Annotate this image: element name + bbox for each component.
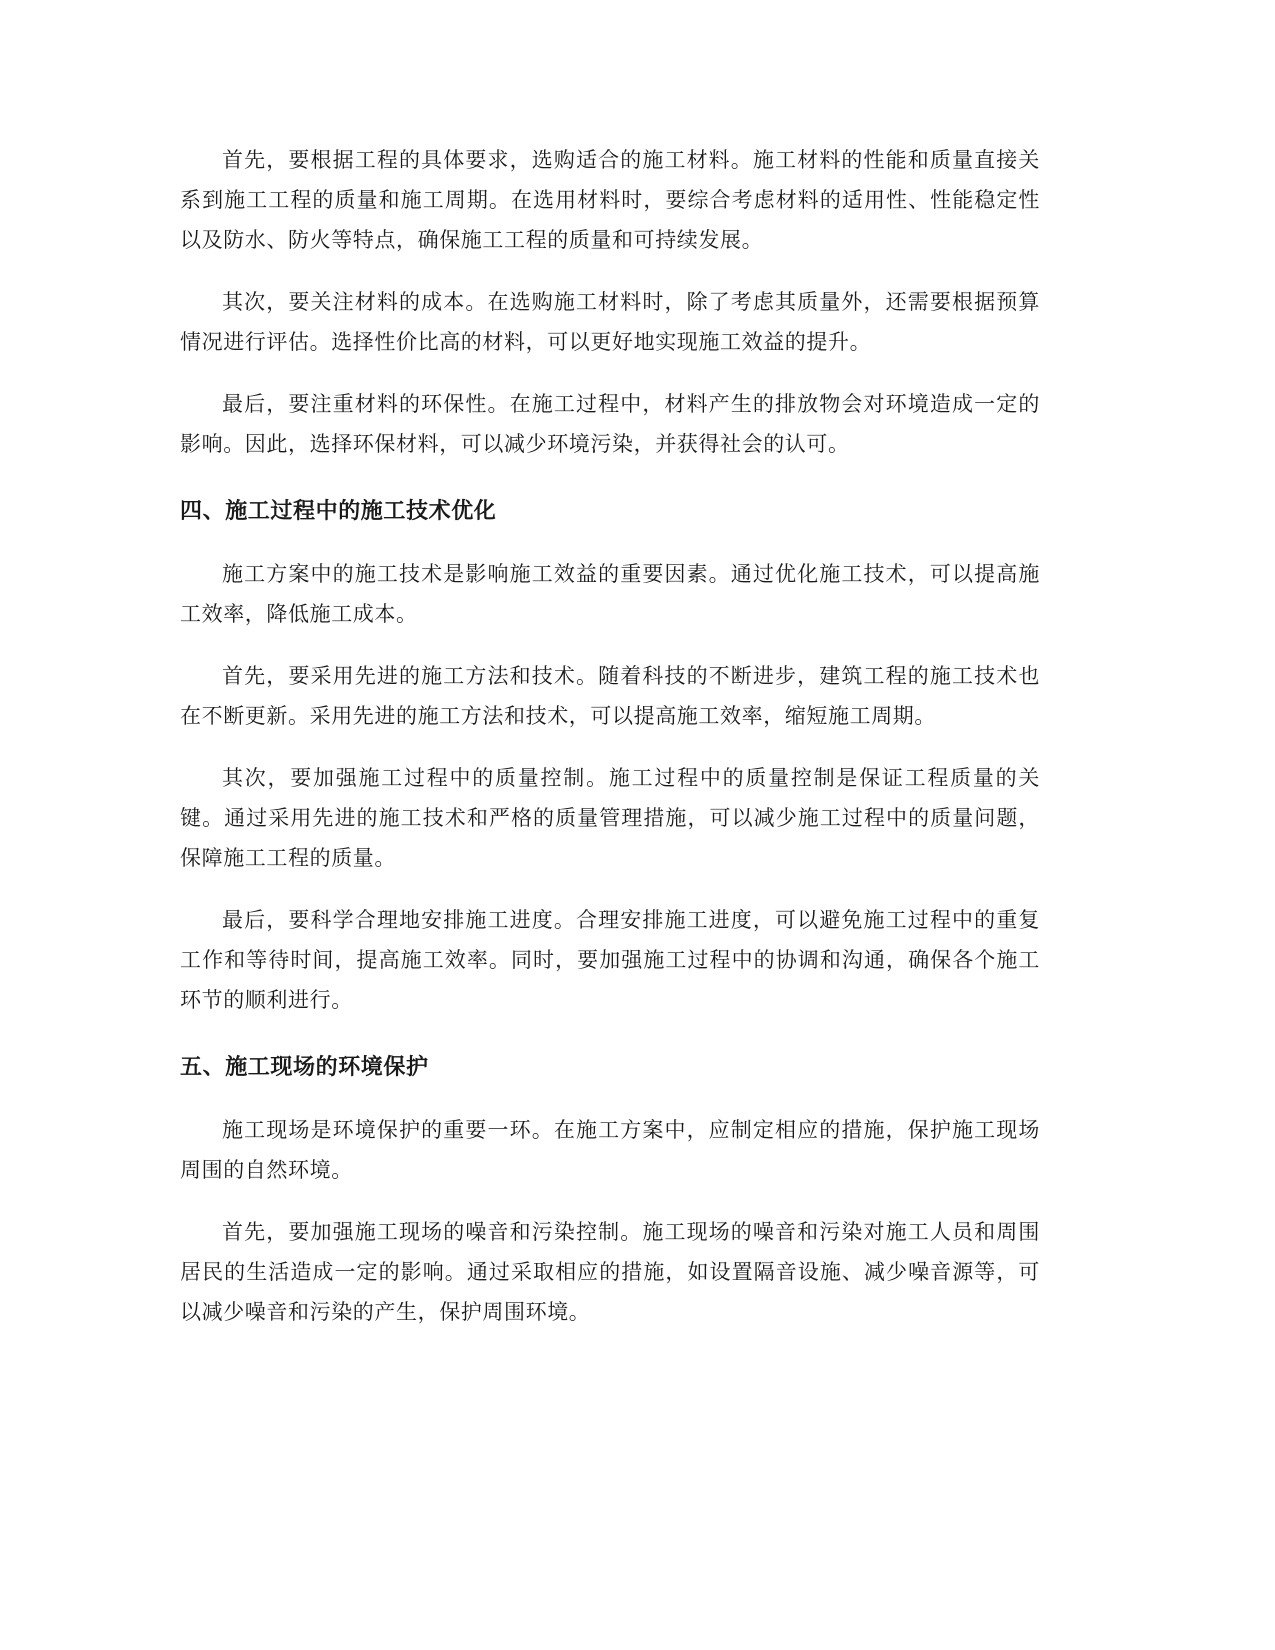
section-heading-5: 五、施工现场的环境保护 <box>180 1055 429 1080</box>
paragraph-tech-methods: 首先，要采用先进的施工方法和技术。随着科技的不断进步，建筑工程的施工技术也在不断更新。采用先进的施工方法和技术，可以提高施工效率，缩短施工周期。 <box>180 664 1040 728</box>
paragraph-materials-selection: 首先，要根据工程的具体要求，选购适合的施工材料。施工材料的性能和质量直接关系到施工工程的质量和施工周期。在选用材料时，要综合考虑材料的适用性、性能稳定性以及防水、防火等特点，确保施工工程的质量和可持续发展。 <box>180 148 1040 252</box>
section-heading-4: 四、施工过程中的施工技术优化 <box>180 499 497 524</box>
paragraph-materials-eco: 最后，要注重材料的环保性。在施工过程中，材料产生的排放物会对环境造成一定的影响。因此，选择环保材料，可以减少环境污染，并获得社会的认可。 <box>180 392 1040 456</box>
paragraph-env-noise: 首先，要加强施工现场的噪音和污染控制。施工现场的噪音和污染对施工人员和周围居民的生活造成一定的影响。通过采取相应的措施，如设置隔音设施、减少噪音源等，可以减少噪音和污染的产生，保护周围环境。 <box>180 1220 1040 1324</box>
paragraph-env-intro: 施工现场是环境保护的重要一环。在施工方案中，应制定相应的措施，保护施工现场周围的自然环境。 <box>180 1118 1040 1182</box>
paragraph-tech-schedule: 最后，要科学合理地安排施工进度。合理安排施工进度，可以避免施工过程中的重复工作和等待时间，提高施工效率。同时，要加强施工过程中的协调和沟通，确保各个施工环节的顺利进行。 <box>180 908 1040 1012</box>
paragraph-tech-intro: 施工方案中的施工技术是影响施工效益的重要因素。通过优化施工技术，可以提高施工效率，降低施工成本。 <box>180 562 1040 626</box>
paragraph-materials-cost: 其次，要关注材料的成本。在选购施工材料时，除了考虑其质量外，还需要根据预算情况进行评估。选择性价比高的材料，可以更好地实现施工效益的提升。 <box>180 290 1040 354</box>
paragraph-tech-quality: 其次，要加强施工过程中的质量控制。施工过程中的质量控制是保证工程质量的关键。通过采用先进的施工技术和严格的质量管理措施，可以减少施工过程中的质量问题，保障施工工程的质量。 <box>180 766 1040 870</box>
document-page <box>180 140 1040 1354</box>
